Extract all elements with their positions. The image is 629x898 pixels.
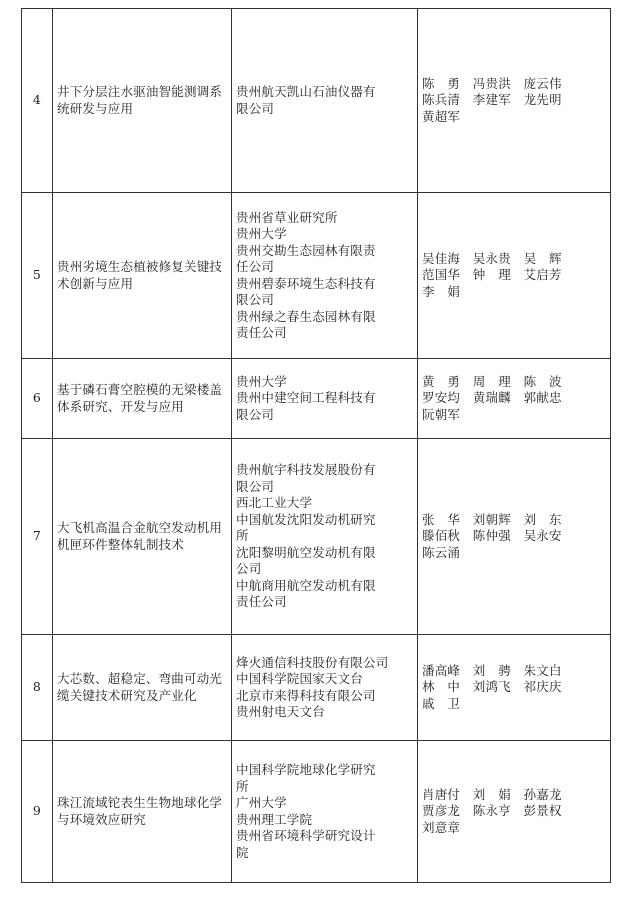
project-name: 珠江流域铊表生生物地球化学与环境效应研究 — [53, 741, 232, 883]
row-number: 5 — [22, 193, 53, 359]
project-name: 井下分层注水驱油智能测调系统研发与应用 — [53, 9, 232, 193]
table-row — [22, 359, 611, 439]
awards-table — [21, 8, 611, 883]
completion-units: 贵州航宇科技发展股份有 限公司 西北工业大学 中国航发沈阳发动机研究 所 沈阳黎明航空发动机有限 公司 中航商用航空发动机有限 责任公司 — [232, 439, 418, 635]
table-row — [22, 741, 611, 883]
row-number: 9 — [22, 741, 53, 883]
project-name: 大飞机高温合金航空发动机用机匣环件整体轧制技术 — [53, 439, 232, 635]
table-row — [22, 193, 611, 359]
completion-units: 中国科学院地球化学研究 所 广州大学 贵州理工学院 贵州省环境科学研究设计 院 — [232, 741, 418, 883]
project-name: 大芯数、超稳定、弯曲可动光缆关键技术研究及产业化 — [53, 635, 232, 741]
completion-units: 贵州大学 贵州中建空间工程科技有 限公司 — [232, 359, 418, 439]
row-number: 8 — [22, 635, 53, 741]
completion-people: 肖唐付 刘 娟 孙嘉龙 贾彦龙 陈永亨 彭景权 刘意章 — [418, 741, 611, 883]
table-row — [22, 9, 611, 193]
completion-units: 贵州航天凯山石油仪器有 限公司 — [232, 9, 418, 193]
completion-people: 张 华 刘朝辉 刘 东 滕佰秋 陈仲强 吴永安 陈云涌 — [418, 439, 611, 635]
completion-units: 烽火通信科技股份有限公司 中国科学院国家天文台 北京市来得科技有限公司 贵州射电天文台 — [232, 635, 418, 741]
completion-people: 吴佳海 吴永贵 吴 辉 范国华 钟 理 艾启芳 李 娟 — [418, 193, 611, 359]
completion-units: 贵州省草业研究所 贵州大学 贵州交勘生态园林有限责 任公司 贵州碧泰环境生态科技有 限公司 贵州绿之春生态园林有限 责任公司 — [232, 193, 418, 359]
completion-people: 陈 勇 冯贵洪 庞云伟 陈兵清 李建军 龙先明 黄超军 — [418, 9, 611, 193]
table-row — [22, 635, 611, 741]
row-number: 6 — [22, 359, 53, 439]
project-name: 贵州劣境生态植被修复关键技术创新与应用 — [53, 193, 232, 359]
row-number: 4 — [22, 9, 53, 193]
project-name: 基于磷石膏空腔模的无梁楼盖体系研究、开发与应用 — [53, 359, 232, 439]
row-number: 7 — [22, 439, 53, 635]
completion-people: 黄 勇 周 理 陈 波 罗安均 黄瑞麟 郭献忠 阮朝军 — [418, 359, 611, 439]
completion-people: 潘高峰 刘 骋 朱文白 林 中 刘鸿飞 祁庆庆 戚 卫 — [418, 635, 611, 741]
table-row — [22, 439, 611, 635]
